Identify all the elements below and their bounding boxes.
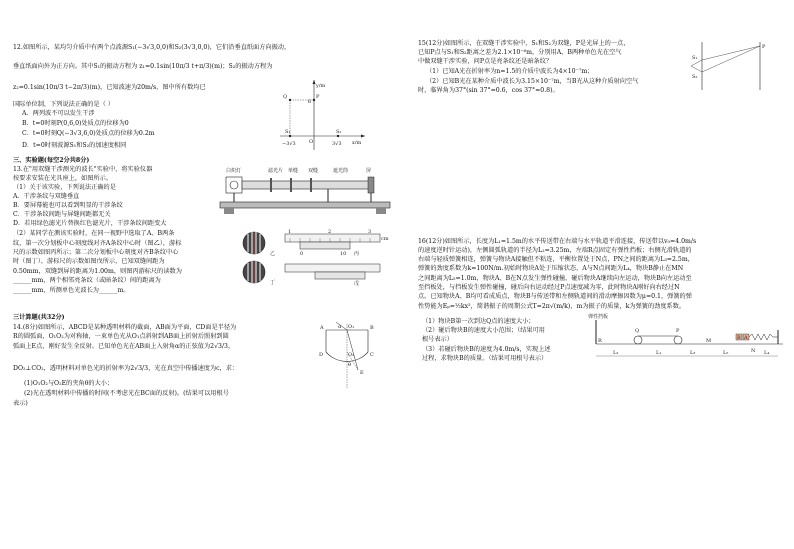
- q13-scale-1: 1: [288, 229, 292, 235]
- q13-line4: （2）某同学在测该实验时，在同一视野中选取了A、B两条: [13, 230, 175, 237]
- q14-label-o1: O₁: [348, 324, 355, 330]
- q14-line6: (2)光在透明材料中传播的时间(不考虑光在BC面的反射)。(结果可以用根号: [24, 390, 229, 397]
- q16-label-n: N: [751, 348, 756, 354]
- q16-line1: 16(12分)如图所示，长度为L₁=1.5m的水平传送带在右端与水平轨道平滑连接，传送带以v₀=4.0m/s: [418, 238, 697, 245]
- q12-figure: [270, 78, 370, 158]
- q16-label-l1: L₁: [656, 350, 662, 356]
- q13-label-yi: 乙: [270, 251, 276, 257]
- q13-label-double-slit: 双缝: [308, 168, 319, 174]
- q12-option-a: A．两列波不可以发生干涉: [22, 110, 95, 117]
- q16-line6: 至挡板处，与挡板发生弹性碰撞，碰后向右运动经过P点速度减为零，此时物块A刚好向右经过N: [418, 284, 680, 291]
- q15-line6: 时，临界角为37°(sin 37°=0.6，cos 37°=0.8)。: [418, 87, 559, 94]
- q15-line1: 15(12分)如图所示，在双缝干涉实验中，S₁和S₂为双缝，P是光屏上的一点，: [418, 40, 630, 47]
- q13-label-wu: 戊: [354, 281, 360, 287]
- q13-option-a: A．干涉条纹与双缝垂直: [13, 193, 80, 200]
- q16-label-p: P: [676, 328, 680, 334]
- q14-line3: 弧面上E点，刚好发生全反射。已知单色光在AB面上入射角α的正弦值为2√3/3，: [13, 343, 235, 350]
- q13-label-screen: 屏: [366, 168, 372, 174]
- section-experiment-heading: 三、实验题(每空2分共8分): [13, 157, 90, 164]
- q14-line7: 表示): [13, 400, 28, 407]
- q13-line3: （1）关于该实验，下列说法正确的是: [13, 184, 116, 191]
- q14-label-a: A: [320, 325, 324, 331]
- q15-line4: （1）已知A光在折射率为n=1.5的介质中波长为4×10⁻⁷m；: [426, 68, 594, 75]
- q13-line10: ______mm，所测单色光波长为______m。: [13, 287, 130, 294]
- q14-label-theta: θ: [348, 362, 352, 368]
- q12-x-right: 3√3: [332, 141, 342, 147]
- q16-label-l3: L₃: [690, 350, 696, 356]
- q15-line5: （2）已知B光在某种介质中波长为3.15×10⁻⁷m，当B光从这种介质射向空气: [426, 78, 639, 85]
- q16-label-r: R: [598, 338, 602, 344]
- q13-line2: 按要求安装在光具座上，如图所示。: [13, 175, 112, 182]
- q14-label-b: B: [370, 325, 374, 331]
- q15-label-s1: S₁: [692, 55, 698, 61]
- q16-line4: 弹簧的劲度系数为k=100N/m.初始时物块A处于压缩状态，A与N点间距为L₄，物块B静止在MN: [418, 265, 684, 272]
- q12-line3: z₂=0.1sin(10π/3 t−2π/3)(m)，已知波速为20m/s，图中所有数均已: [13, 84, 206, 91]
- q14-line2: R的圆弧面，O₁O₂为对称轴，一束单色光从O₁点斜射到AB面上折射后照射到圆: [13, 333, 229, 340]
- q13-line5: 纹，第一次分划板中心刻度线对齐A条纹中心时（图乙），游标: [13, 240, 182, 247]
- q13-label-lamp: 白炽灯: [226, 168, 242, 174]
- q14-line5: (1)O₁O₂与O₂E的夹角θ的大小；: [24, 380, 114, 387]
- q16-line7: 点。已知物块A、B均可看成质点，物块B与传送带和左侧轨道间的滑动摩擦因数为μ=0.1，弹簧的弹: [418, 293, 692, 300]
- q16-line5: 之间距离为L₅=1.0m，物块A、B在N点发生弹性碰撞，碰后物块A继续向左运动，物块B向左运动至: [418, 275, 692, 282]
- q16-line12: （3）若碰后物块B的速度为4.0m/s，实现上述: [422, 346, 551, 353]
- q13-apparatus-figure: [218, 166, 393, 218]
- q12-axis-y: y/m: [316, 83, 326, 89]
- q16-line11: 根号表示）: [422, 336, 453, 343]
- q16-line2: 的速度逆时针运动)，左侧圆弧轨道的半径为L₂=3.25m，左端R点固定有弹性挡板；右侧光滑轨道的: [418, 247, 692, 254]
- q12-point-p: P: [316, 94, 320, 100]
- q14-label-d: D: [319, 352, 324, 358]
- q13-scale-3: 3: [368, 229, 372, 235]
- q12-y-tick: 6: [308, 99, 312, 105]
- q16-label-l2: L₂: [613, 350, 619, 356]
- q16-label-m: M: [706, 338, 712, 344]
- q12-line1: 12.如图所示，某均匀介质中有两个点波源S₁(−3√3,0,0)和S₂(3√3,0,0)，它们沿垂直纸面方向振动，: [13, 44, 291, 51]
- q13-vernier-0: 0: [300, 251, 304, 257]
- q13-vernier-10: 10: [340, 251, 347, 257]
- q13-line8: 0.50mm，双缝到屏的距离为1.00m，则图丙游标尺的读数为: [13, 268, 182, 275]
- q13-label-ding: 丁: [270, 280, 276, 286]
- q13-line7: 时（图丁），游标尺的示数如图戊所示，已知双缝间距为: [13, 258, 165, 265]
- q13-line6: 尺的示数如图丙所示；第二次分划板中心刻度对齐B条纹中心: [13, 249, 179, 256]
- q12-option-b: B．t=0时刻P(0,6,0)处质点的位移为0: [22, 120, 129, 127]
- q13-option-b: B．要屏幕能也可以看到明显的干涉条纹: [13, 202, 123, 209]
- q16-label-block-a: A: [744, 335, 748, 341]
- q13-unit-cm: cm: [381, 236, 389, 242]
- q16-label-q: Q: [635, 328, 640, 334]
- q13-option-c: C．干涉条纹间距与屏缝间距都无关: [13, 211, 111, 218]
- q12-axis-x: x/m: [352, 140, 362, 146]
- q14-line4: DO₂⊥CO₂，透明材料对单色光的折射率为2√3/3，光在真空中传播速度为c，求：: [13, 365, 239, 372]
- section-calc-heading: 三计算题(共32分): [13, 314, 65, 321]
- q13-label-tube: 遮光筒: [333, 168, 349, 174]
- right-column: [400, 0, 794, 549]
- q14-line1: 14.(8分)如图所示，ABCD是某种透明材料的截面，AB面为平面，CD面是半径为: [13, 324, 237, 331]
- q13-label-filter: 滤光片: [268, 168, 284, 174]
- q12-option-c: C．t=0时刻Q(−3√3,6,0)处质点的位移为0.2m: [22, 130, 155, 137]
- q12-line4: 国际单位制，下列说法正确的是（ ）: [13, 101, 114, 108]
- q12-point-q: Q: [283, 94, 288, 100]
- q16-line3: 右端与轻质弹簧相连，弹簧与物块A接触但不粘连，平衡位置处于N点，PN之间的距离为L₃=2.5m，: [418, 256, 694, 263]
- q12-origin: O: [309, 139, 314, 145]
- q14-label-o2: O₂: [348, 352, 355, 358]
- q15-label-p: P: [762, 44, 766, 50]
- q14-label-alpha: α: [338, 324, 342, 330]
- q16-line9: （1）物块B第一次到达Q点的速度大小；: [422, 318, 535, 325]
- q16-label-block-b: B: [737, 335, 741, 341]
- q14-label-e: E: [360, 370, 364, 376]
- q14-figure: [318, 322, 378, 394]
- q16-label-l5: L₅: [723, 350, 729, 356]
- q15-figure: [690, 40, 770, 92]
- q16-line10: （2）碰后物块B的速度大小范围；（结果可用: [422, 327, 545, 334]
- q16-line13: 过程，求物块B的质量。（结果可用根号表示）: [422, 355, 548, 362]
- q14-label-c: C: [370, 352, 374, 358]
- q13-label-single-slit: 单缝: [288, 168, 299, 174]
- q12-x-left: −3√3: [282, 141, 296, 147]
- q12-source-s1: S₁: [285, 129, 291, 135]
- q13-option-d: D．若用绿色滤光片替换红色滤光片，干涉条纹间距变大: [13, 220, 167, 227]
- q13-scale-2: 2: [328, 229, 332, 235]
- q16-figure: [588, 312, 788, 362]
- q15-line2: 已知P点与S₁和S₂距离之差为2.1×10⁻⁶m，分别用A、B两种单色光在空气: [418, 49, 622, 56]
- q16-label-l4: L₄: [764, 350, 770, 356]
- q13-measurement-figures: [240, 228, 390, 288]
- q13-line1: 13.在"用双缝干涉测光的波长"实验中，将实验仪器: [13, 166, 153, 173]
- q12-option-d: D．t=0时刻波源S₁和S₂的加速度相同: [22, 142, 127, 149]
- q12-source-s2: S₂: [336, 129, 342, 135]
- q13-label-bing: 丙: [354, 251, 360, 257]
- q16-label-wall: 弹性挡板: [588, 314, 609, 320]
- q15-label-s2: S₂: [692, 74, 698, 80]
- q12-line2: 垂直纸面向外为正方向。其中S₁的振动方程为 z₁=0.1sin(10π/3 t+π/3)(m)；S₂的振动方程为: [13, 63, 273, 70]
- q15-line3: 中做双缝干涉实验，问P点是亮条纹还是暗条纹？: [418, 58, 553, 65]
- q13-line9: ______mm，两个相邻亮条纹（或暗条纹）间的距离为: [13, 277, 161, 284]
- q16-line8: 性势能为Eₚ=½kx²，简谐振子的周期公式T=2π√(m/k)，m为振子的质量，k为弹簧的劲度系数。: [418, 303, 686, 310]
